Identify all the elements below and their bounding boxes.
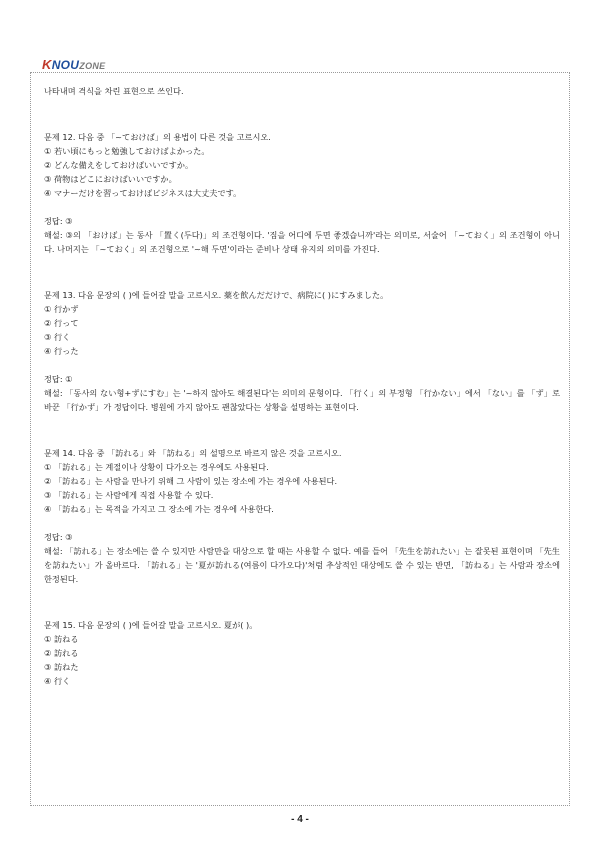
option: ② 「訪ねる」는 사람을 만나기 위해 그 사람이 있는 장소에 가는 경우에 사용된다. bbox=[44, 476, 338, 486]
explanation-12: 해설: ③의 「おけば」는 동사 「置く(두다)」의 조건형이다. '짐을 어디에 두면 좋겠습니까'라는 의미로, 서술어 「~ておく」의 조건형이 아니다. 나머지는 「~ておく」의 조건형으로 '~해 두면'이라는 준비나 상태 유지의 의미를 가진다. bbox=[44, 230, 560, 254]
option: ③ 行く bbox=[44, 332, 71, 342]
intro-text: 나타내며 격식을 차린 표현으로 쓰인다. bbox=[44, 86, 184, 96]
question-14: 문제 14. 다음 중 「訪れる」와 「訪ねる」의 설명으로 바르지 않은 것을 고르시오. bbox=[44, 448, 342, 458]
document-body bbox=[44, 84, 560, 688]
answer-13: 정답: ① bbox=[44, 374, 73, 384]
explanation-13: 해설: 「동사의 ない형+ずにすむ」는 '~하지 않아도 해결된다'는 의미의 문형이다. 「行く」의 부정형 「行かない」에서 「ない」를 「ず」로 바꾼 「行かず」가 정답이다. 병원에 가지 않아도 괜찮았다는 상황을 설명하는 표현이다. bbox=[44, 388, 560, 412]
option: ④ 行った bbox=[44, 346, 79, 356]
option: ① 行かず bbox=[44, 304, 79, 314]
knouzone-logo: KNOUZONE bbox=[42, 57, 106, 72]
option: ③ 荷物はどこにおけばいいですか。 bbox=[44, 174, 177, 184]
option: ① 「訪れる」는 계절이나 상황이 다가오는 경우에도 사용된다. bbox=[44, 462, 269, 472]
question-13: 문제 13. 다음 문장의 ( )에 들어갈 말을 고르시오. 薬を飲んだだけで、病院に( )にすみました。 bbox=[44, 290, 389, 300]
option: ② どんな備えをしておけばいいですか。 bbox=[44, 160, 194, 170]
option: ③ 訪ねた bbox=[44, 662, 79, 672]
option: ① 若い頃にもっと勉強しておけばよかった。 bbox=[44, 146, 210, 156]
option: ③ 「訪れる」는 사람에게 직접 사용할 수 있다. bbox=[44, 490, 214, 500]
question-12: 문제 12. 다음 중 「~ておけば」의 용법이 다른 것을 고르시오. bbox=[44, 132, 271, 142]
answer-14: 정답: ③ bbox=[44, 532, 73, 542]
option: ④ マナーだけを習っておけばビジネスは大丈夫です。 bbox=[44, 188, 242, 198]
option: ② 行って bbox=[44, 318, 79, 328]
option: ④ 「訪ねる」는 목적을 가지고 그 장소에 가는 경우에 사용한다. bbox=[44, 504, 274, 514]
explanation-14: 해설: 「訪れる」는 장소에는 쓸 수 있지만 사람만을 대상으로 할 때는 사용할 수 없다. 예를 들어 「先生を訪れたい」는 잘못된 표현이며 「先生を訪ねたい」가 올바르다. 「訪れる」는 '夏が訪れる(여름이 다가오다)'처럼 추상적인 대상에도 쓸 수 있는 반면, 「訪ねる」는 사람과 장소에 한정된다. bbox=[44, 546, 560, 584]
option: ① 訪ねる bbox=[44, 634, 79, 644]
page-number: - 4 - bbox=[291, 814, 309, 825]
question-15: 문제 15. 다음 문장의 ( )에 들어갈 말을 고르시오. 夏が( )。 bbox=[44, 620, 258, 630]
option: ④ 行く bbox=[44, 676, 71, 686]
answer-12: 정답: ③ bbox=[44, 216, 73, 226]
option: ② 訪れる bbox=[44, 648, 79, 658]
